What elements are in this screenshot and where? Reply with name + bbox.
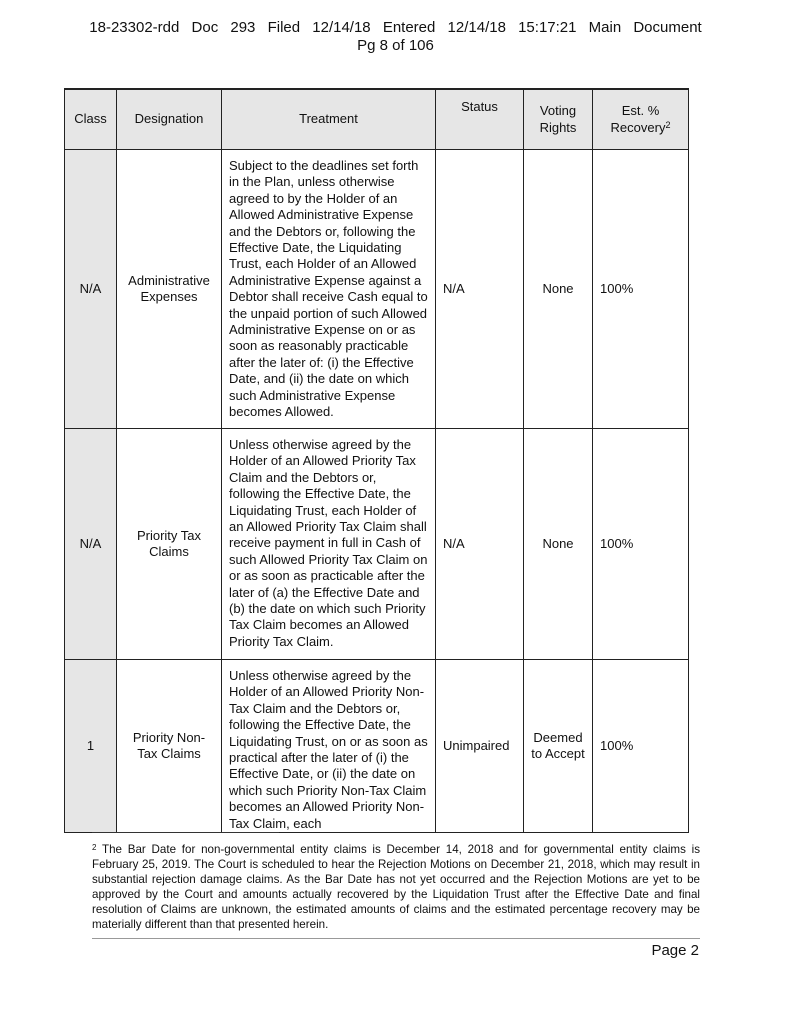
- voting-line2: to Accept: [531, 746, 585, 762]
- voting-line1: Deemed: [533, 729, 583, 745]
- col-header-treatment: Treatment: [222, 89, 436, 150]
- filing-line: [0, 19, 791, 36]
- class-cell: N/A: [65, 429, 117, 660]
- footnote-ref: 2: [665, 119, 671, 130]
- voting-header-line2: Rights: [539, 119, 577, 135]
- table-header-row: [65, 89, 689, 150]
- recovery-cell: 100%: [593, 150, 689, 429]
- voting-line1: None: [542, 535, 574, 551]
- designation-line2: Claims: [149, 544, 189, 559]
- recovery-cell: 100%: [593, 429, 689, 660]
- designation-line1: Administrative: [128, 272, 210, 288]
- col-header-class: Class: [65, 89, 117, 150]
- voting-cell: [524, 429, 593, 660]
- designation-cell: [117, 150, 222, 429]
- designation-line1: Priority Tax: [136, 527, 202, 543]
- class-cell: 1: [65, 660, 117, 833]
- table-row: [65, 660, 689, 833]
- voting-cell: [524, 150, 593, 429]
- footnote-marker: 2: [92, 843, 97, 852]
- page-divider: [92, 938, 700, 939]
- treatment-cell: Unless otherwise agreed by the Holder of an Allowed Priority Tax Claim and the Debtors or, following the Effective Date, the Liquidating Trust, each Holder of an Allowed Priority Tax Claim shall receive payment in full in Cash of such Allowed Priority Tax Claim on or as soon as practicable after the later of (a) the Effective Date and (b) the date on which such Priority Tax Claim becomes an Allowed Priority Tax Claim.: [222, 429, 436, 660]
- table-row: [65, 150, 689, 429]
- col-header-status: Status: [436, 89, 524, 150]
- recovery-header-line2: Recovery: [610, 119, 666, 135]
- recovery-cell: 100%: [593, 660, 689, 833]
- footnote: [92, 842, 700, 932]
- status-cell: N/A: [436, 150, 524, 429]
- table-row: [65, 429, 689, 660]
- classification-table: [64, 88, 689, 833]
- page-number: Page 2: [651, 942, 699, 959]
- doc-number: Doc 293: [191, 19, 256, 36]
- designation-cell: [117, 660, 222, 833]
- filed-date: Filed 12/14/18: [267, 19, 371, 36]
- voting-cell: [524, 660, 593, 833]
- entered-date: Entered 12/14/18 15:17:21: [382, 19, 577, 36]
- voting-header-line1: Voting: [539, 103, 577, 119]
- designation-line1: Priority Non-: [132, 729, 206, 745]
- footnote-divider: [92, 832, 279, 833]
- designation-line2: Tax Claims: [137, 746, 201, 762]
- designation-cell: [117, 429, 222, 660]
- footnote-text: The Bar Date for non-governmental entity claims is December 14, 2018 and for governmental entity claims is February 25, 2019. The Court is scheduled to hear the Rejection Motions on December 21, 2018, which may result in substantial rejection damage claims. As the Bar Date has not yet occurred and the Rejection Motions are yet to be approved by the Court and amounts actually recovered by the Liquidation Trust after the Effective Date and final resolution of Claims are unknown, the estimated amounts of claims and the estimated percentage recovery may be materially different than that presented herein.: [92, 843, 701, 931]
- status-cell: Unimpaired: [436, 660, 524, 833]
- treatment-cell: Unless otherwise agreed by the Holder of an Allowed Priority Non-Tax Claim and the Debtors or, following the Effective Date, the Liquidating Trust, on or as soon as practical after the later of (i) the Effective Date, or (ii) the date on which such Priority Non-Tax Claim becomes an Allowed Priority Non-Tax Claim, each: [222, 660, 436, 833]
- col-header-designation: Designation: [117, 89, 222, 150]
- recovery-header-line1: Est. %: [621, 103, 660, 119]
- treatment-cell: Subject to the deadlines set forth in the Plan, unless otherwise agreed to by the Holder of an Allowed Administrative Expense and the Debtors or, following the Effective Date, the Liquidating Trust, each Holder of an Allowed Administrative Expense against a Debtor shall receive Cash equal to the unpaid portion of such Allowed Administrative Expense on or as soon as reasonably practicable after the later of: (i) the Effective Date, and (ii) the date on which such Administrative Expense becomes Allowed.: [222, 150, 436, 429]
- status-cell: N/A: [436, 429, 524, 660]
- designation-line2: Expenses: [140, 289, 198, 304]
- col-header-voting-rights: [524, 89, 593, 150]
- case-number: 18-23302-rdd: [89, 19, 180, 36]
- main-document-label: Main Document: [588, 19, 702, 36]
- col-header-recovery: [593, 89, 689, 150]
- page-of-label: Pg 8 of 106: [357, 37, 434, 54]
- voting-line1: None: [542, 280, 574, 296]
- class-cell: N/A: [65, 150, 117, 429]
